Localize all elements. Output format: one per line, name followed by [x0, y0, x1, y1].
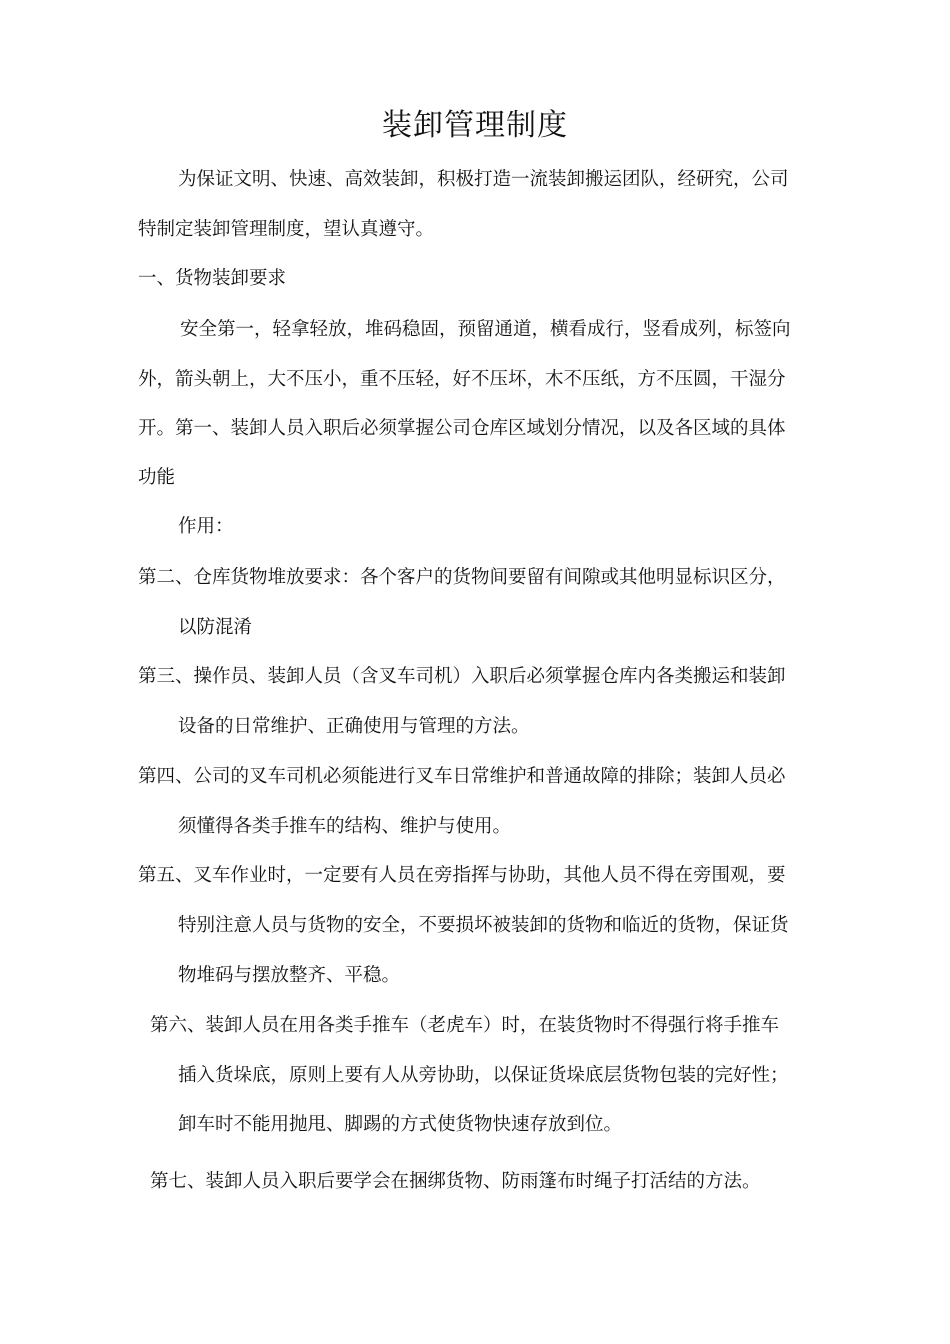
requirements-line-4: 功能: [138, 467, 176, 488]
requirements-line-5: 作用：: [178, 516, 234, 537]
rule-7-line-1: 第七、装卸人员入职后要学会在捆绑货物、防雨篷布时绳子打活结的方法。: [150, 1171, 761, 1192]
rule-5-line-2: 特别注意人员与货物的安全，不要损坏被装卸的货物和临近的货物，保证货: [178, 915, 789, 936]
rule-3-line-1: 第三、操作员、装卸人员（含叉车司机）入职后必须掌握仓库内各类搬运和装卸: [138, 666, 786, 687]
rule-5-line-1: 第五、叉车作业时，一定要有人员在旁指挥与协助，其他人员不得在旁围观，要: [138, 865, 786, 886]
rule-4-line-1: 第四、公司的叉车司机必须能进行叉车日常维护和普通故障的排除；装卸人员必: [138, 766, 786, 787]
intro-line-2: 特制定装卸管理制度，望认真遵守。: [138, 219, 435, 240]
rule-3-line-2: 设备的日常维护、正确使用与管理的方法。: [178, 716, 530, 737]
section-heading-1: 一、货物装卸要求: [138, 268, 287, 289]
rule-2-line-1: 第二、仓库货物堆放要求：各个客户的货物间要留有间隙或其他明显标识区分，: [138, 567, 786, 588]
rule-2-line-2: 以防混淆: [178, 617, 253, 638]
document-title: 装卸管理制度: [382, 108, 568, 143]
rule-6-line-3: 卸车时不能用抛甩、脚踢的方式使货物快速存放到位。: [178, 1114, 623, 1135]
rule-6-line-2: 插入货垛底，原则上要有人从旁协助，以保证货垛底层货物包装的完好性；: [178, 1065, 789, 1086]
rule-4-line-2: 须懂得各类手推车的结构、维护与使用。: [178, 816, 512, 837]
requirements-line-1: 安全第一，轻拿轻放，堆码稳固，预留通道，横看成行，竖看成列，标签向: [180, 319, 791, 340]
requirements-line-2: 外，箭头朝上，大不压小，重不压轻，好不压坏，木不压纸，方不压圆，干湿分: [138, 369, 786, 390]
requirements-line-3: 开。第一、装卸人员入职后必须掌握公司仓库区域划分情况，以及各区域的具体: [138, 418, 786, 439]
rule-6-line-1: 第六、装卸人员在用各类手推车（老虎车）时，在装货物时不得强行将手推车: [150, 1015, 780, 1036]
intro-line-1: 为保证文明、快速、高效装卸，积极打造一流装卸搬运团队，经研究，公司: [178, 169, 789, 190]
rule-5-line-3: 物堆码与摆放整齐、平稳。: [178, 965, 401, 986]
